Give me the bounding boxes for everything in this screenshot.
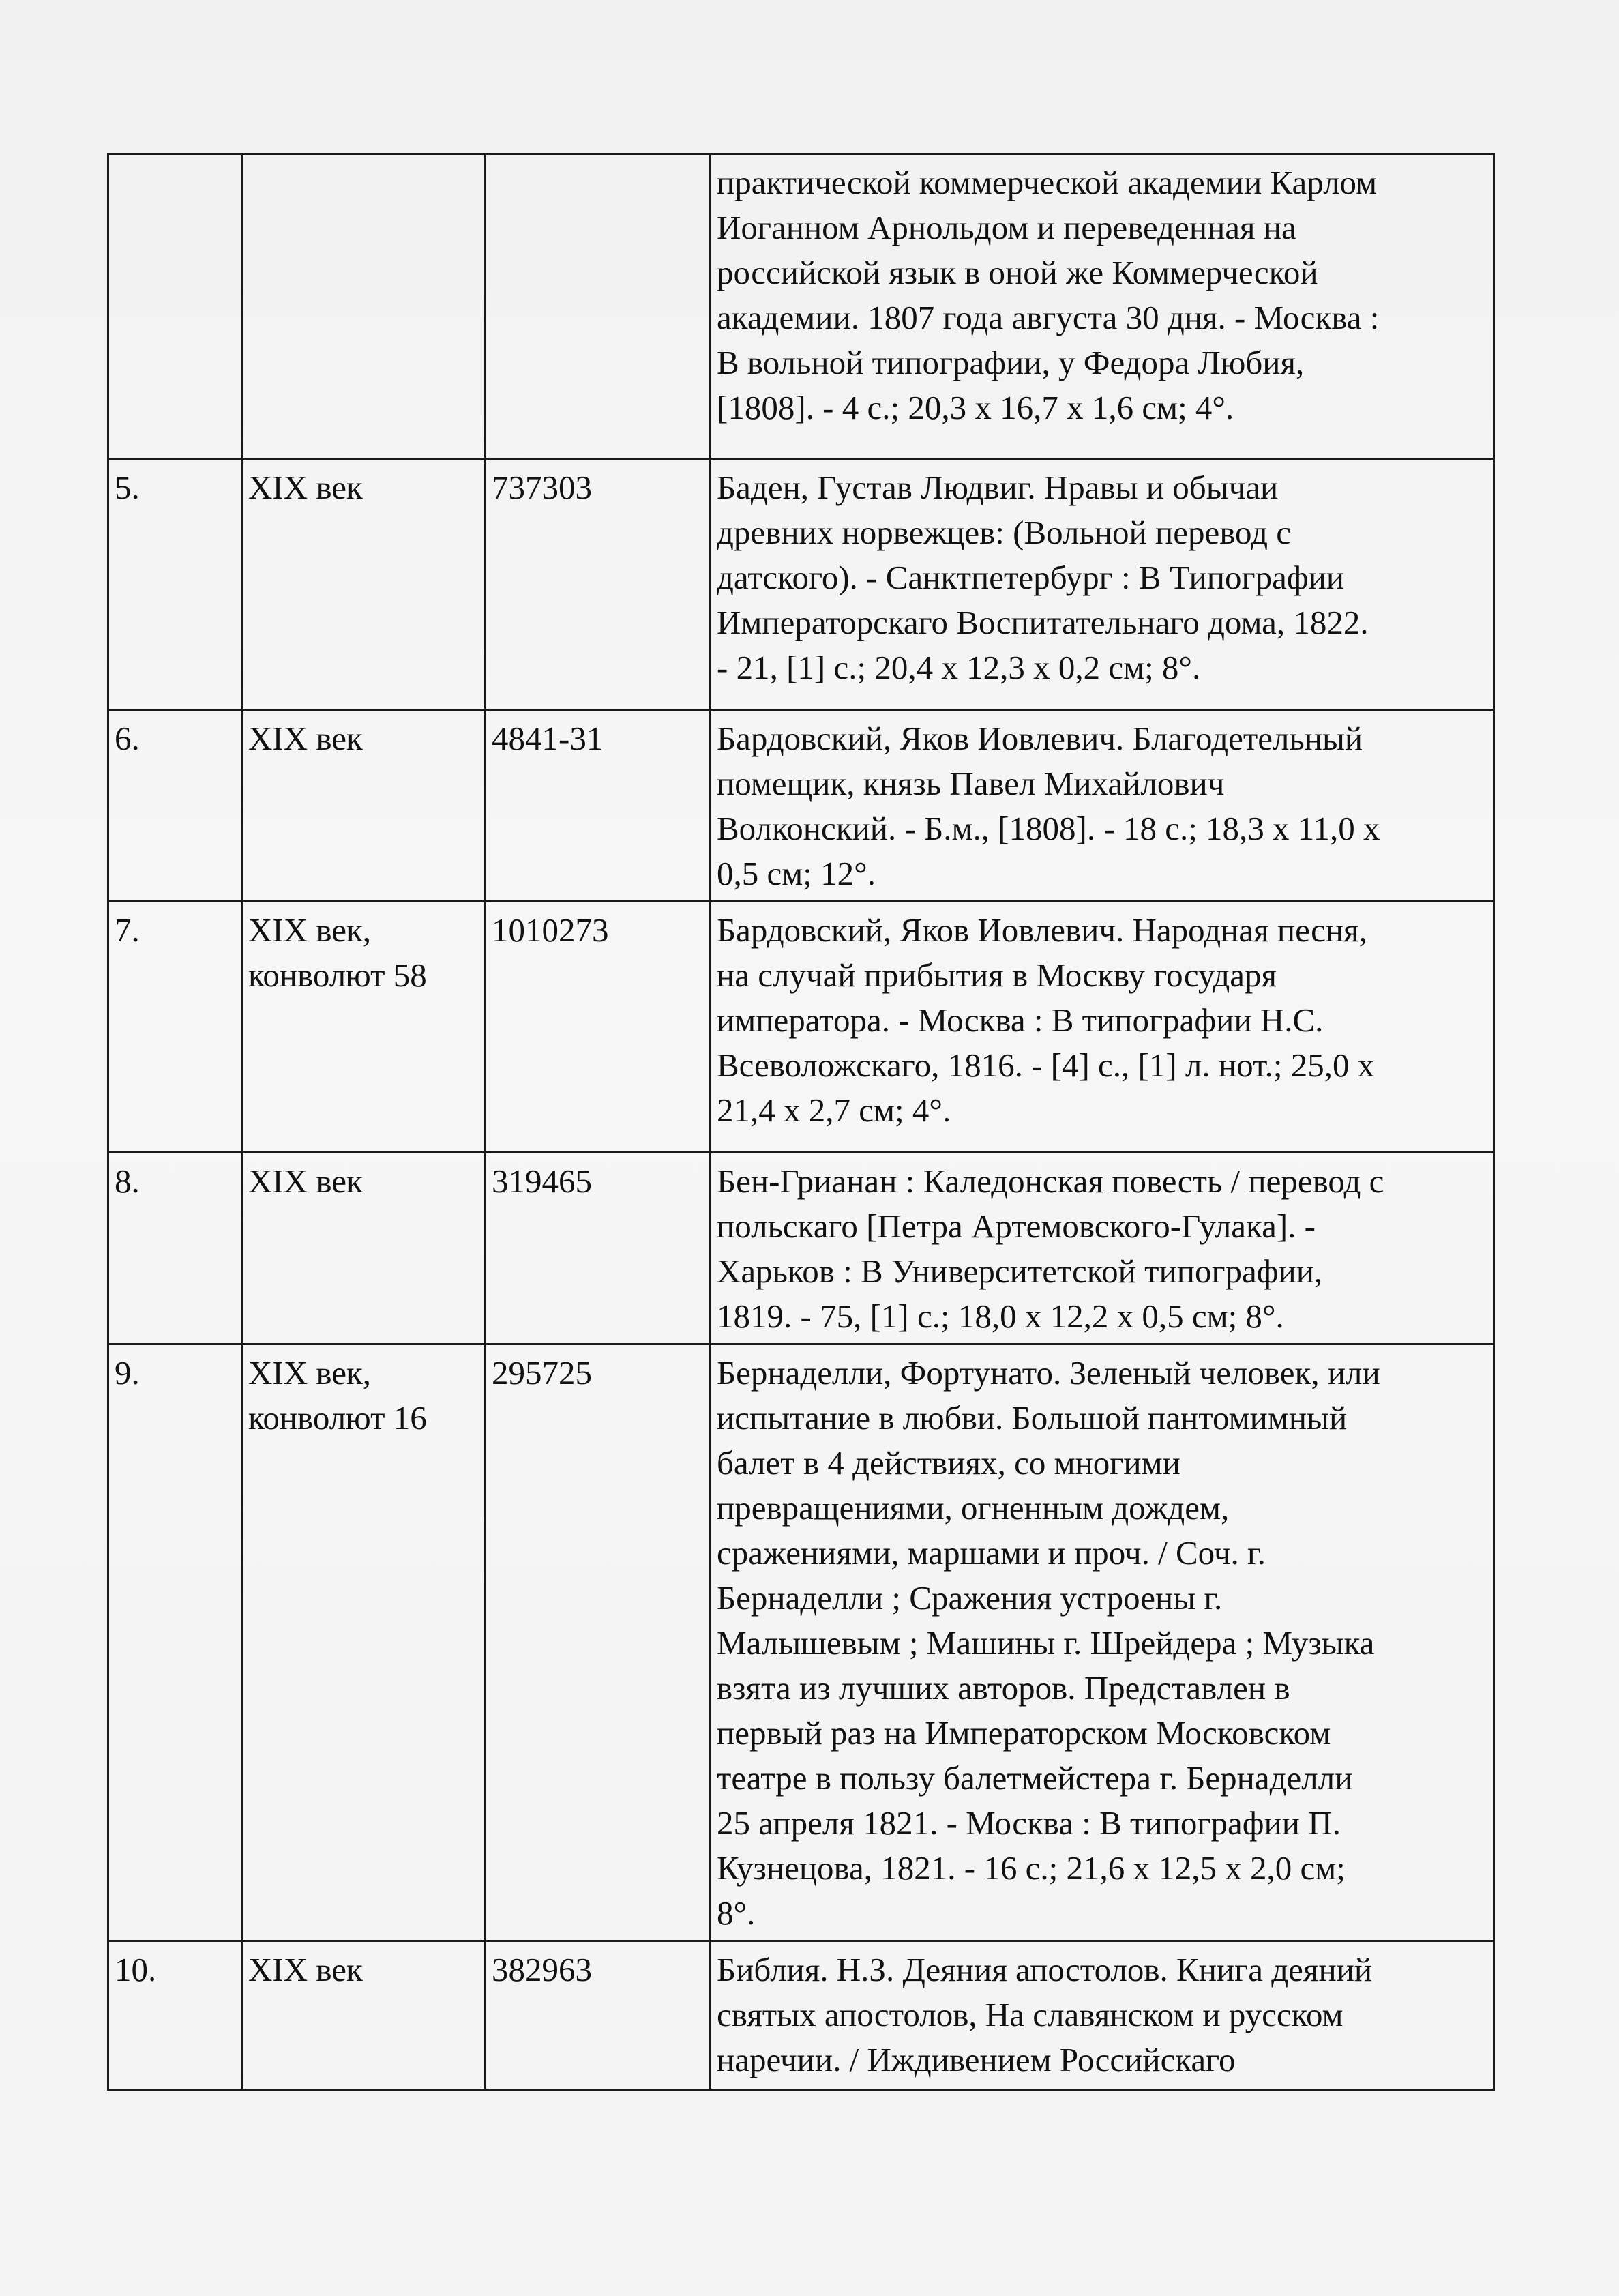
description-line: 8°.	[717, 1894, 756, 1932]
catalog-table-body	[108, 154, 1494, 2090]
description-line: [1808]. - 4 с.; 20,3 х 16,7 х 1,6 см; 4°.	[717, 389, 1234, 426]
description-line: Бардовский, Яков Иовлевич. Народная песня,	[717, 911, 1367, 949]
description-line: Волконский. - Б.м., [1808]. - 18 с.; 18,3 х 11,0 х	[717, 810, 1380, 847]
entry-number-cell	[108, 154, 242, 459]
description-cell	[711, 710, 1494, 902]
inventory-number-cell: 319465	[486, 1153, 711, 1344]
entry-number-cell: 7.	[108, 902, 242, 1153]
description-line: помещик, князь Павел Михайлович	[717, 765, 1225, 802]
period-cell: XIX век	[242, 1941, 486, 2090]
description-line: Кузнецова, 1821. - 16 с.; 21,6 х 12,5 х 2,0 см;	[717, 1849, 1346, 1887]
inventory-number-cell: 382963	[486, 1941, 711, 2090]
description-cell	[711, 154, 1494, 459]
description-line: 25 апреля 1821. - Москва : В типографии П.	[717, 1804, 1341, 1842]
description-line: 21,4 х 2,7 см; 4°.	[717, 1091, 951, 1129]
description-line: наречии. / Иждивением Российскаго	[717, 2041, 1236, 2078]
description-line: польскаго [Петра Артемовского-Гулака]. -	[717, 1207, 1316, 1245]
table-row	[108, 1344, 1494, 1941]
description-line: древних норвежцев: (Вольной перевод с	[717, 514, 1292, 551]
period-cell: XIX век, конволют 16	[242, 1344, 486, 1941]
description-line: испытание в любви. Большой пантомимный	[717, 1399, 1348, 1437]
description-line: первый раз на Императорском Московском	[717, 1714, 1331, 1752]
entry-number-cell: 6.	[108, 710, 242, 902]
entry-number-cell: 5.	[108, 459, 242, 710]
period-cell	[242, 154, 486, 459]
description-line: Баден, Густав Людвиг. Нравы и обычаи	[717, 469, 1279, 506]
description-line: В вольной типографии, у Федора Любия,	[717, 344, 1305, 381]
description-line: императора. - Москва : В типографии Н.С.	[717, 1001, 1324, 1039]
period-cell: XIX век	[242, 1153, 486, 1344]
inventory-number-cell: 737303	[486, 459, 711, 710]
description-line: Малышевым ; Машины г. Шрейдера ; Музыка	[717, 1624, 1375, 1662]
table-row	[108, 154, 1494, 459]
description-cell	[711, 1344, 1494, 1941]
catalog-table	[107, 153, 1495, 2091]
description-line: святых апостолов, На славянском и русском	[717, 1996, 1343, 2033]
inventory-number-cell	[486, 154, 711, 459]
period-cell: XIX век, конволют 58	[242, 902, 486, 1153]
description-line: Бардовский, Яков Иовлевич. Благодетельный	[717, 720, 1363, 757]
description-line: 0,5 см; 12°.	[717, 855, 876, 892]
description-line: Императорскаго Воспитательнаго дома, 1822.	[717, 604, 1369, 641]
description-line: российской язык в оной же Коммерческой	[717, 254, 1318, 291]
description-cell	[711, 1941, 1494, 2090]
description-line: Харьков : В Университетской типографии,	[717, 1252, 1323, 1290]
period-cell: XIX век	[242, 459, 486, 710]
table-row	[108, 1153, 1494, 1344]
description-line: сражениями, маршами и проч. / Соч. г.	[717, 1534, 1266, 1572]
table-row	[108, 1941, 1494, 2090]
description-line: практической коммерческой академии Карлом	[717, 164, 1378, 201]
description-line: превращениями, огненным дождем,	[717, 1489, 1230, 1527]
description-line: на случай прибытия в Москву государя	[717, 956, 1277, 994]
inventory-number-cell: 1010273	[486, 902, 711, 1153]
description-cell	[711, 459, 1494, 710]
entry-number-cell: 9.	[108, 1344, 242, 1941]
table-row	[108, 710, 1494, 902]
description-line: Бернаделли ; Сражения устроены г.	[717, 1579, 1223, 1617]
description-line: Бен-Грианан : Каледонская повесть / перевод с	[717, 1162, 1384, 1200]
description-line: Библия. Н.З. Деяния апостолов. Книга деяний	[717, 1951, 1373, 1988]
description-line: датского). - Санктпетербург : В Типографии	[717, 559, 1345, 596]
description-line: балет в 4 действиях, со многими	[717, 1444, 1180, 1482]
description-line: Бернаделли, Фортунато. Зеленый человек, или	[717, 1354, 1380, 1392]
entry-number-cell: 10.	[108, 1941, 242, 2090]
description-cell	[711, 902, 1494, 1153]
table-row	[108, 902, 1494, 1153]
table-row	[108, 459, 1494, 710]
description-line: взята из лучших авторов. Представлен в	[717, 1669, 1290, 1707]
description-line: академии. 1807 года августа 30 дня. - Москва :	[717, 299, 1380, 336]
description-line: Всеволожскаго, 1816. - [4] с., [1] л. нот.; 25,0 х	[717, 1046, 1375, 1084]
inventory-number-cell: 4841-31	[486, 710, 711, 902]
description-line: - 21, [1] с.; 20,4 х 12,3 х 0,2 см; 8°.	[717, 649, 1201, 686]
entry-number-cell: 8.	[108, 1153, 242, 1344]
description-line: Иоганном Арнольдом и переведенная на	[717, 209, 1296, 246]
description-line: 1819. - 75, [1] с.; 18,0 х 12,2 х 0,5 см; 8°.	[717, 1297, 1284, 1335]
description-cell	[711, 1153, 1494, 1344]
period-cell: XIX век	[242, 710, 486, 902]
description-line: театре в пользу балетмейстера г. Бернаделли	[717, 1759, 1353, 1797]
inventory-number-cell: 295725	[486, 1344, 711, 1941]
